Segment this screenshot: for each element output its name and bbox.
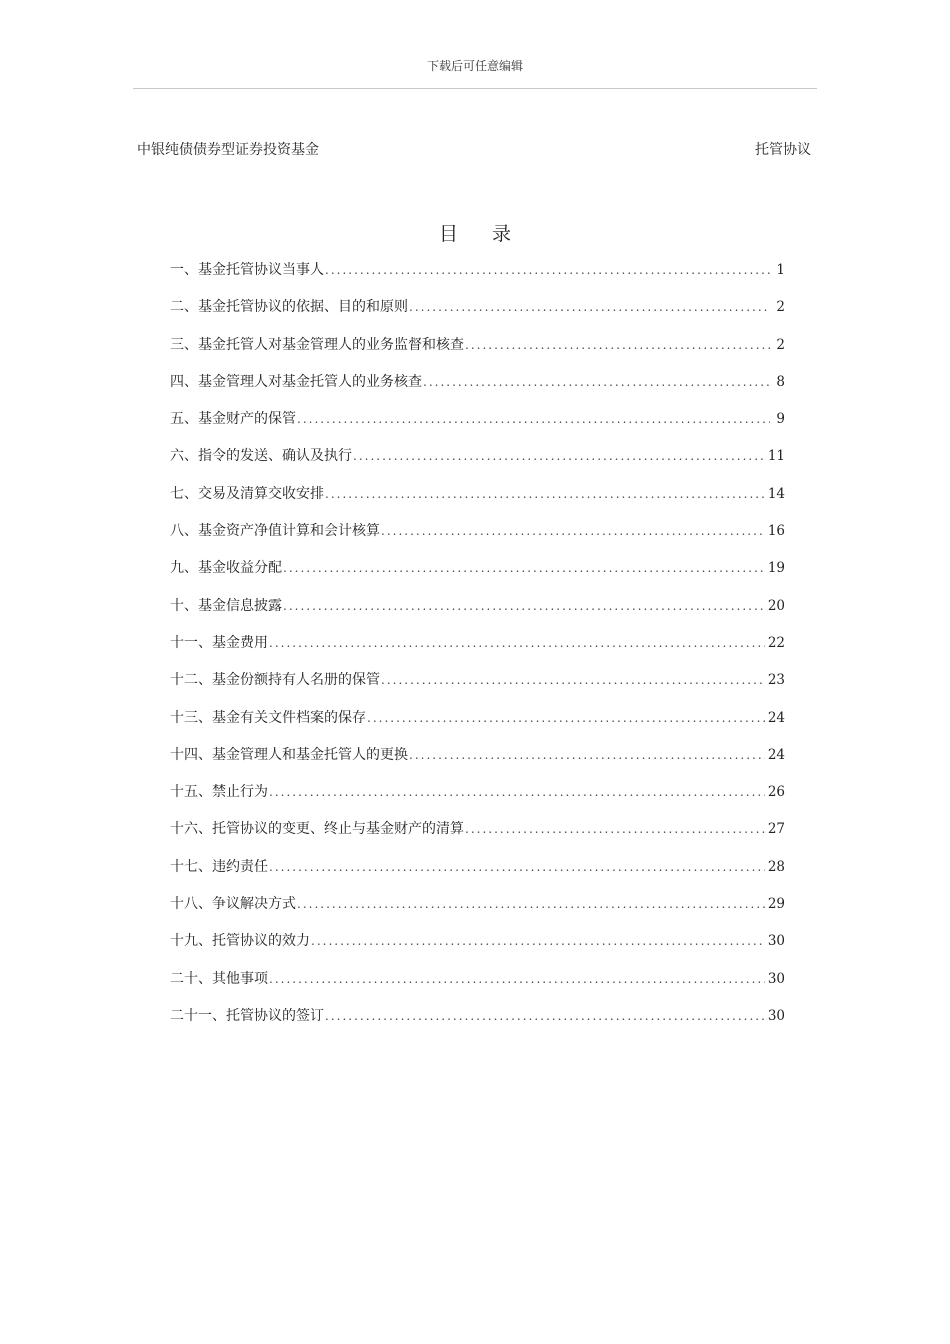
toc-entry[interactable] (170, 781, 785, 818)
document-type-header: 托管协议 (755, 142, 811, 158)
toc-entry-label: 十八、争议解决方式 (170, 896, 296, 913)
table-of-contents (170, 259, 785, 1042)
toc-entry-page: 27 (767, 821, 785, 838)
toc-entry-label: 十四、基金管理人和基金托管人的更换 (170, 746, 408, 763)
fund-name-header: 中银纯债债券型证券投资基金 (137, 142, 319, 158)
toc-entry[interactable] (170, 669, 785, 706)
toc-entry-label: 十五、禁止行为 (170, 784, 268, 801)
download-note: 下载后可任意编辑 (426, 59, 523, 73)
toc-entry-page: 11 (767, 448, 785, 465)
toc-leader-dots (465, 334, 770, 356)
toc-entry-page: 20 (767, 597, 785, 614)
toc-entry-page: 19 (767, 560, 785, 577)
toc-leader-dots (283, 595, 765, 617)
toc-leader-dots (269, 856, 765, 878)
toc-entry-page: 22 (767, 634, 785, 651)
toc-entry[interactable] (170, 707, 785, 744)
toc-entry-page: 9 (776, 411, 785, 428)
toc-entry-page: 14 (767, 485, 785, 502)
toc-entry-label: 四、基金管理人对基金托管人的业务核查 (170, 373, 422, 390)
toc-entry-label: 十一、基金费用 (170, 634, 268, 651)
toc-entry-label: 十二、基金份额持有人名册的保管 (170, 672, 380, 689)
toc-leader-dots (297, 893, 765, 915)
toc-title: 目录 (438, 223, 545, 245)
toc-entry[interactable] (170, 856, 785, 893)
toc-leader-dots (381, 669, 765, 691)
toc-leader-dots (311, 930, 765, 952)
toc-entry-page: 8 (776, 373, 785, 390)
toc-entry-label: 十三、基金有关文件档案的保存 (170, 709, 366, 726)
toc-leader-dots (353, 445, 765, 467)
toc-entry[interactable] (170, 259, 785, 296)
toc-entry[interactable] (170, 968, 785, 1005)
toc-entry-label: 二、基金托管协议的依据、目的和原则 (170, 299, 408, 316)
toc-entry-label: 十、基金信息披露 (170, 597, 282, 614)
toc-entry-page: 26 (767, 784, 785, 801)
toc-entry[interactable] (170, 632, 785, 669)
toc-entry-label: 二十一、托管协议的签订 (170, 1007, 324, 1024)
toc-leader-dots (269, 632, 765, 654)
toc-leader-dots (381, 520, 765, 542)
toc-entry-label: 三、基金托管人对基金管理人的业务监督和核查 (170, 336, 464, 353)
toc-entry[interactable] (170, 893, 785, 930)
toc-leader-dots (297, 408, 770, 430)
toc-entry-page: 23 (767, 672, 785, 689)
toc-leader-dots (325, 259, 770, 281)
toc-entry[interactable] (170, 1005, 785, 1042)
toc-leader-dots (269, 968, 765, 990)
toc-entry-page: 16 (767, 523, 785, 540)
toc-entry-page: 2 (776, 336, 785, 353)
toc-leader-dots (465, 818, 765, 840)
toc-entry-label: 七、交易及清算交收安排 (170, 485, 324, 502)
toc-entry[interactable] (170, 595, 785, 632)
toc-entry-page: 30 (767, 970, 785, 987)
toc-entry-page: 28 (767, 858, 785, 875)
header-divider (133, 88, 817, 89)
toc-entry-label: 九、基金收益分配 (170, 560, 282, 577)
toc-entry-label: 五、基金财产的保管 (170, 411, 296, 428)
toc-leader-dots (269, 781, 765, 803)
toc-entry-label: 一、基金托管协议当事人 (170, 262, 324, 278)
toc-entry-label: 十六、托管协议的变更、终止与基金财产的清算 (170, 821, 464, 838)
toc-entry[interactable] (170, 445, 785, 482)
toc-entry-label: 八、基金资产净值计算和会计核算 (170, 523, 380, 540)
toc-entry-label: 二十、其他事项 (170, 970, 268, 987)
toc-entry-page: 1 (776, 262, 785, 278)
toc-leader-dots (283, 557, 765, 579)
toc-entry-label: 十九、托管协议的效力 (170, 933, 310, 950)
toc-entry[interactable] (170, 818, 785, 855)
toc-leader-dots (325, 1005, 765, 1027)
toc-entry[interactable] (170, 744, 785, 781)
toc-entry[interactable] (170, 296, 785, 333)
toc-leader-dots (423, 371, 770, 393)
toc-entry[interactable] (170, 557, 785, 594)
toc-entry[interactable] (170, 408, 785, 445)
toc-entry[interactable] (170, 371, 785, 408)
toc-entry[interactable] (170, 483, 785, 520)
toc-entry-page: 30 (767, 1007, 785, 1024)
toc-entry-label: 六、指令的发送、确认及执行 (170, 448, 352, 465)
toc-entry-label: 十七、违约责任 (170, 858, 268, 875)
toc-entry-page: 30 (767, 933, 785, 950)
toc-leader-dots (409, 744, 765, 766)
toc-leader-dots (325, 483, 765, 505)
toc-entry-page: 24 (767, 709, 785, 726)
toc-entry-page: 29 (767, 896, 785, 913)
toc-leader-dots (409, 296, 770, 318)
toc-entry[interactable] (170, 520, 785, 557)
toc-entry-page: 2 (776, 299, 785, 316)
toc-entry-page: 24 (767, 746, 785, 763)
toc-leader-dots (367, 707, 765, 729)
toc-entry[interactable] (170, 930, 785, 967)
toc-entry[interactable] (170, 334, 785, 371)
